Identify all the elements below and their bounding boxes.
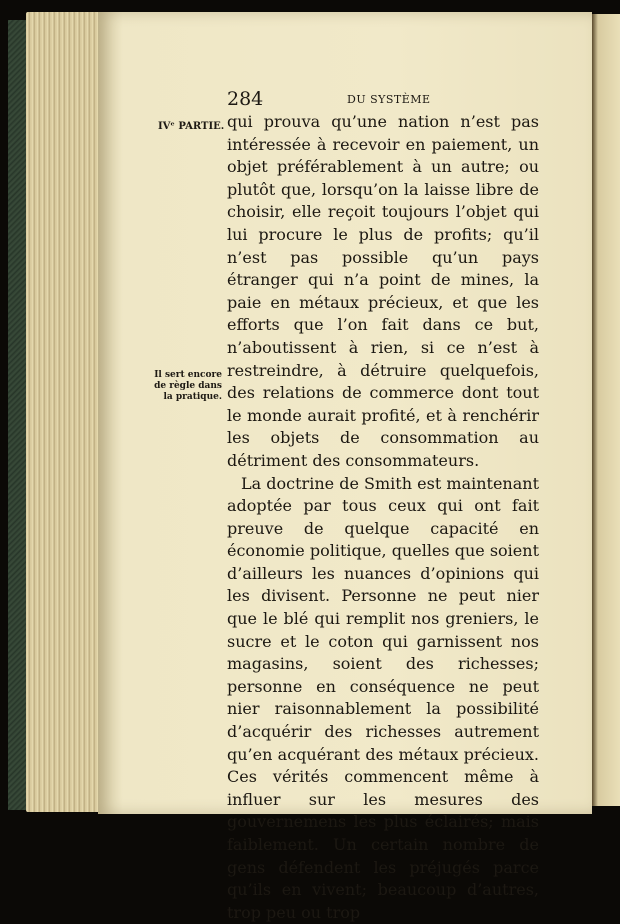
- margin-side-note: Il sert encore de règle dans la pratique.: [148, 370, 222, 403]
- paragraph-1: qui prouva qu’une nation n’est pas intéressée à recevoir en paiement, un objet préférablement à un autre; ou plutôt que, lorsqu’on la laisse libre de choisir, elle reçoit toujours l’objet qui lui procure le plus de profits; qu’il n’est pas possible qu’un pays étranger qui n’a point de mines, la paie en métaux précieux, et que les efforts que l’on fait dans ce but, n’aboutissent à rien, si ce n’est à restreindre, à détruire quelquefois, des relations de commerce dont tout le monde aurait profité, et à renchérir les objets de consommation au détriment des consommateurs.: [227, 111, 539, 473]
- running-head-title: DU SYSTÈME: [347, 93, 431, 106]
- running-head: [227, 88, 537, 112]
- page-number: 284: [227, 88, 263, 110]
- part-label: IVᵉ PARTIE.: [158, 121, 226, 132]
- page-edges: [26, 12, 104, 812]
- paragraph-2: La doctrine de Smith est maintenant adoptée par tous ceux qui ont fait preuve de quelque capacité en économie politique, quelles que soient d’ailleurs les nuances d’opinions qui les divisent. Personne ne peut nier que le blé qui remplit nos greniers, le sucre et le coton qui garnissent nos magasins, soient des richesses; personne en conséquence ne peut nier raisonnablement la possibilité d’acquérir des richesses autrement qu’en acquérant des métaux précieux. Ces vérités commencent même à influer sur les mesures des gouvernemens les plus éclairés; mais faiblement. Un certain nombre de gens défendent les préjugés parce qu’ils en vivent; beaucoup d’autres, trop peu ou trop: [227, 473, 539, 924]
- body-text: [227, 111, 539, 924]
- facing-page-edge: [592, 14, 620, 806]
